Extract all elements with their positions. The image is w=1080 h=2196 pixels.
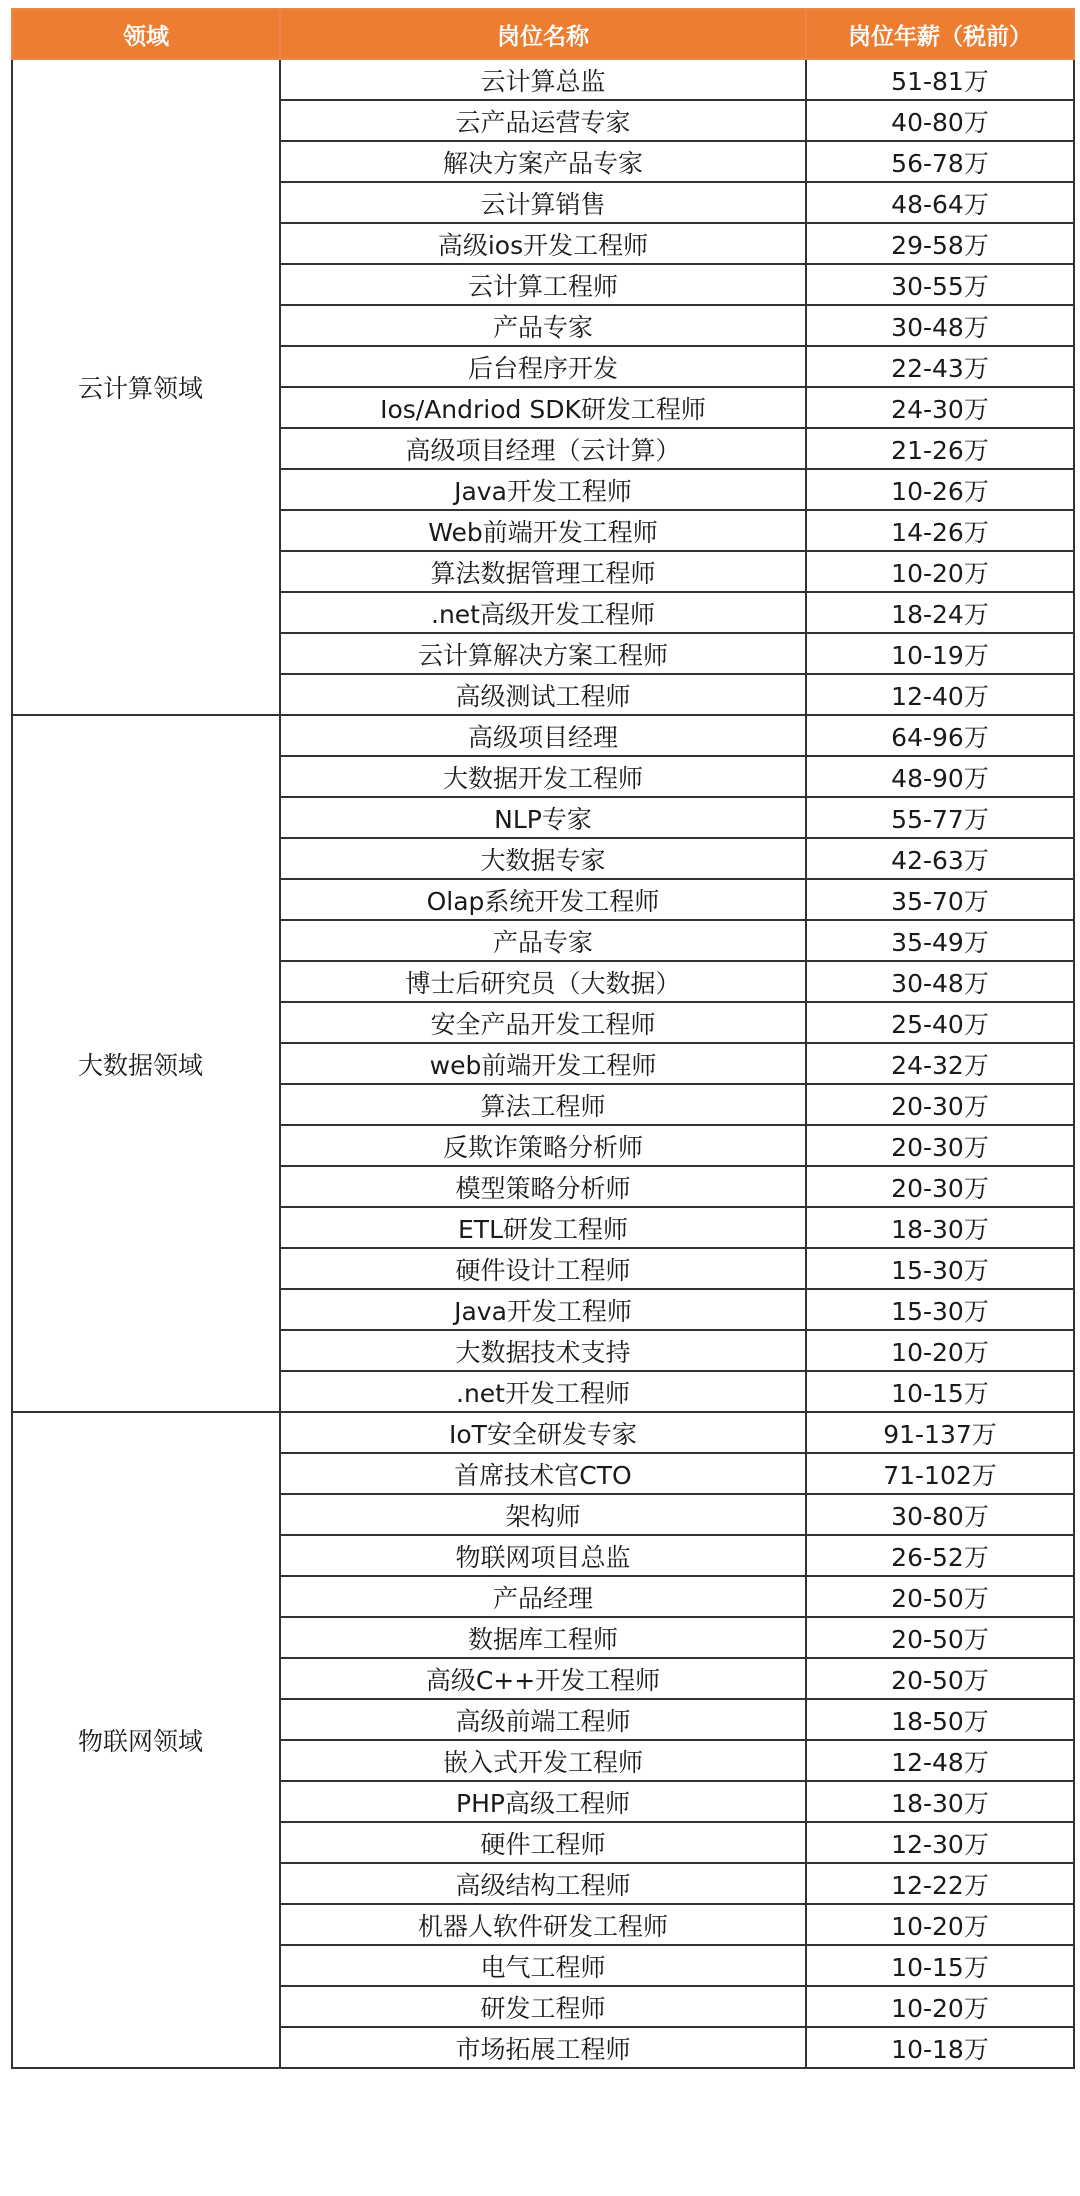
salary-cell: 20-30万 — [806, 1166, 1074, 1207]
salary-cell: 18-30万 — [806, 1781, 1074, 1822]
position-cell: Web前端开发工程师 — [280, 510, 806, 551]
salary-cell: 91-137万 — [806, 1412, 1074, 1453]
salary-cell: 15-30万 — [806, 1248, 1074, 1289]
position-cell: 后台程序开发 — [280, 346, 806, 387]
header-salary: 岗位年薪（税前） — [806, 9, 1074, 59]
salary-cell: 10-15万 — [806, 1945, 1074, 1986]
salary-cell: 18-30万 — [806, 1207, 1074, 1248]
salary-cell: 48-90万 — [806, 756, 1074, 797]
position-cell: IoT安全研发专家 — [280, 1412, 806, 1453]
position-cell: ETL研发工程师 — [280, 1207, 806, 1248]
salary-cell: 30-55万 — [806, 264, 1074, 305]
header-domain: 领域 — [12, 9, 280, 59]
position-cell: .net高级开发工程师 — [280, 592, 806, 633]
position-cell: 产品专家 — [280, 920, 806, 961]
position-cell: 模型策略分析师 — [280, 1166, 806, 1207]
position-cell: 算法工程师 — [280, 1084, 806, 1125]
salary-cell: 10-26万 — [806, 469, 1074, 510]
position-cell: 高级结构工程师 — [280, 1863, 806, 1904]
position-cell: 高级前端工程师 — [280, 1699, 806, 1740]
position-cell: Olap系统开发工程师 — [280, 879, 806, 920]
domain-cell: 物联网领域 — [12, 1412, 280, 2068]
position-cell: 大数据开发工程师 — [280, 756, 806, 797]
salary-cell: 25-40万 — [806, 1002, 1074, 1043]
table-row — [12, 715, 1074, 756]
position-cell: 研发工程师 — [280, 1986, 806, 2027]
salary-cell: 56-78万 — [806, 141, 1074, 182]
position-cell: 云产品运营专家 — [280, 100, 806, 141]
position-cell: 嵌入式开发工程师 — [280, 1740, 806, 1781]
salary-cell: 24-30万 — [806, 387, 1074, 428]
salary-cell: 20-30万 — [806, 1084, 1074, 1125]
salary-cell: 71-102万 — [806, 1453, 1074, 1494]
salary-cell: 15-30万 — [806, 1289, 1074, 1330]
position-cell: 产品经理 — [280, 1576, 806, 1617]
position-cell: 博士后研究员（大数据） — [280, 961, 806, 1002]
position-cell: 物联网项目总监 — [280, 1535, 806, 1576]
domain-cell: 云计算领域 — [12, 59, 280, 715]
salary-cell: 12-22万 — [806, 1863, 1074, 1904]
salary-cell: 35-70万 — [806, 879, 1074, 920]
position-cell: 电气工程师 — [280, 1945, 806, 1986]
position-cell: 高级项目经理（云计算） — [280, 428, 806, 469]
position-cell: 云计算解决方案工程师 — [280, 633, 806, 674]
salary-cell: 22-43万 — [806, 346, 1074, 387]
position-cell: 云计算总监 — [280, 59, 806, 100]
salary-cell: 29-58万 — [806, 223, 1074, 264]
salary-cell: 30-48万 — [806, 305, 1074, 346]
salary-cell: 20-50万 — [806, 1576, 1074, 1617]
salary-cell: 20-30万 — [806, 1125, 1074, 1166]
position-cell: 数据库工程师 — [280, 1617, 806, 1658]
position-cell: 大数据专家 — [280, 838, 806, 879]
salary-cell: 10-20万 — [806, 1986, 1074, 2027]
salary-cell: 10-18万 — [806, 2027, 1074, 2068]
position-cell: web前端开发工程师 — [280, 1043, 806, 1084]
position-cell: 硬件工程师 — [280, 1822, 806, 1863]
salary-cell: 20-50万 — [806, 1617, 1074, 1658]
position-cell: 大数据技术支持 — [280, 1330, 806, 1371]
position-cell: 高级C++开发工程师 — [280, 1658, 806, 1699]
position-cell: 高级ios开发工程师 — [280, 223, 806, 264]
position-cell: 云计算工程师 — [280, 264, 806, 305]
salary-cell: 14-26万 — [806, 510, 1074, 551]
position-cell: Java开发工程师 — [280, 469, 806, 510]
salary-cell: 18-24万 — [806, 592, 1074, 633]
position-cell: 首席技术官CTO — [280, 1453, 806, 1494]
salary-cell: 35-49万 — [806, 920, 1074, 961]
salary-cell: 24-32万 — [806, 1043, 1074, 1084]
position-cell: 机器人软件研发工程师 — [280, 1904, 806, 1945]
salary-cell: 26-52万 — [806, 1535, 1074, 1576]
table-body — [12, 59, 1074, 2068]
position-cell: 高级项目经理 — [280, 715, 806, 756]
position-cell: 架构师 — [280, 1494, 806, 1535]
position-cell: 产品专家 — [280, 305, 806, 346]
salary-cell: 12-30万 — [806, 1822, 1074, 1863]
salary-cell: 64-96万 — [806, 715, 1074, 756]
domain-cell: 大数据领域 — [12, 715, 280, 1412]
position-cell: .net开发工程师 — [280, 1371, 806, 1412]
position-cell: Ios/Andriod SDK研发工程师 — [280, 387, 806, 428]
header-row — [12, 9, 1074, 59]
header-position: 岗位名称 — [280, 9, 806, 59]
salary-cell: 55-77万 — [806, 797, 1074, 838]
salary-cell: 51-81万 — [806, 59, 1074, 100]
position-cell: 高级测试工程师 — [280, 674, 806, 715]
position-cell: 市场拓展工程师 — [280, 2027, 806, 2068]
position-cell: 解决方案产品专家 — [280, 141, 806, 182]
position-cell: 硬件设计工程师 — [280, 1248, 806, 1289]
salary-cell: 20-50万 — [806, 1658, 1074, 1699]
salary-cell: 10-19万 — [806, 633, 1074, 674]
salary-cell: 40-80万 — [806, 100, 1074, 141]
salary-cell: 10-20万 — [806, 551, 1074, 592]
salary-cell: 48-64万 — [806, 182, 1074, 223]
salary-cell: 30-48万 — [806, 961, 1074, 1002]
salary-cell: 42-63万 — [806, 838, 1074, 879]
table-row — [12, 59, 1074, 100]
salary-cell: 10-20万 — [806, 1904, 1074, 1945]
salary-cell: 10-20万 — [806, 1330, 1074, 1371]
salary-cell: 30-80万 — [806, 1494, 1074, 1535]
position-cell: 安全产品开发工程师 — [280, 1002, 806, 1043]
position-cell: 反欺诈策略分析师 — [280, 1125, 806, 1166]
position-cell: 云计算销售 — [280, 182, 806, 223]
position-cell: Java开发工程师 — [280, 1289, 806, 1330]
position-cell: 算法数据管理工程师 — [280, 551, 806, 592]
salary-cell: 21-26万 — [806, 428, 1074, 469]
table-header — [12, 9, 1074, 59]
salary-table — [11, 8, 1075, 2069]
salary-cell: 12-48万 — [806, 1740, 1074, 1781]
salary-cell: 10-15万 — [806, 1371, 1074, 1412]
table-row — [12, 1412, 1074, 1453]
position-cell: PHP高级工程师 — [280, 1781, 806, 1822]
position-cell: NLP专家 — [280, 797, 806, 838]
salary-cell: 12-40万 — [806, 674, 1074, 715]
salary-cell: 18-50万 — [806, 1699, 1074, 1740]
